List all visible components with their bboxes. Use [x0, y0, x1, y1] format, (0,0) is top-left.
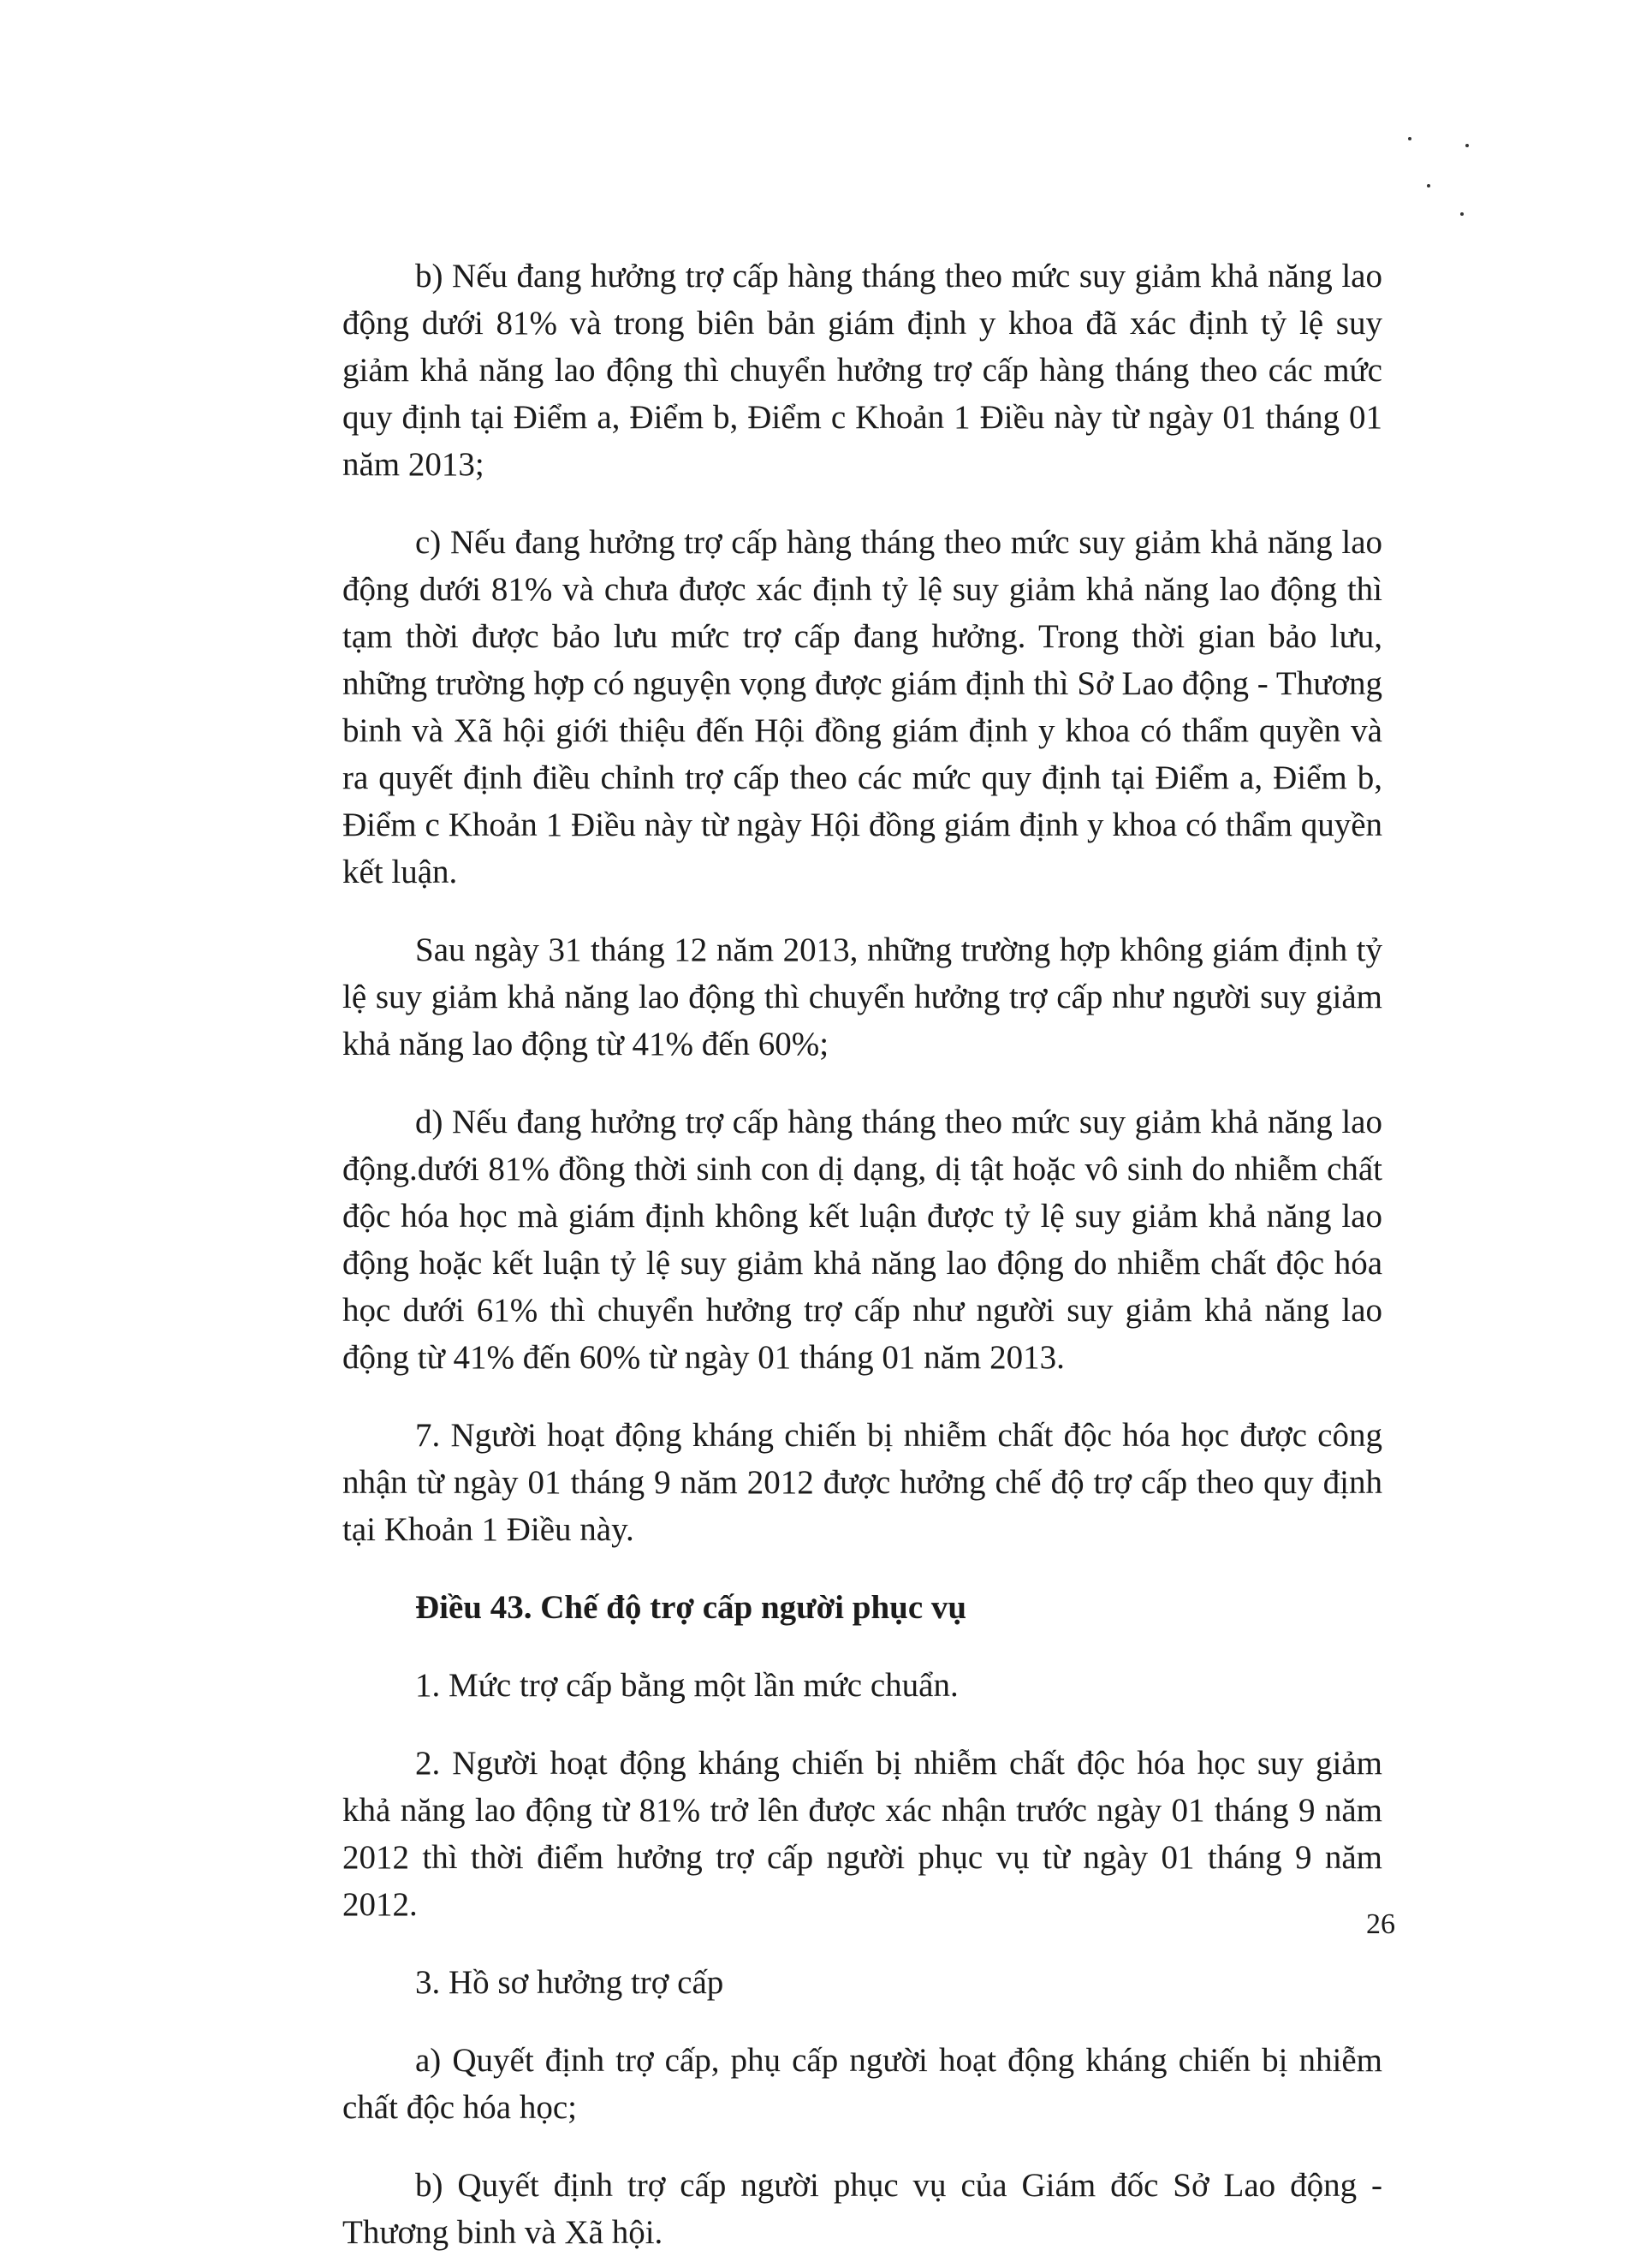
- paragraph-7: 7. Người hoạt động kháng chiến bị nhiễm chất độc hóa học được công nhận từ ngày 01 tháng 9 năm 2012 được hưởng chế độ trợ cấp theo quy định tại Khoản 1 Điều này.: [342, 1417, 1382, 1548]
- page-number: 26: [1366, 1908, 1395, 1940]
- paragraph-d: d) Nếu đang hưởng trợ cấp hàng tháng theo mức suy giảm khả năng lao động.dưới 81% đồng thời sinh con dị dạng, dị tật hoặc vô sinh do nhiễm chất độc hóa học mà giám định không kết luận được tỷ lệ suy giảm khả năng lao động hoặc kết luận tỷ lệ suy giảm khả năng lao động do nhiễm chất độc hóa học dưới 61% thì chuyển hưởng trợ cấp như người suy giảm khả năng lao động từ 41% đến 60% từ ngày 01 tháng 01 năm 2013.: [342, 1104, 1382, 1376]
- scan-speck: [1408, 137, 1411, 140]
- article-43-item-2: 2. Người hoạt động kháng chiến bị nhiễm chất độc hóa học suy giảm khả năng lao động từ 81% trở lên được xác nhận trước ngày 01 tháng 9 năm 2012 thì thời điểm hưởng trợ cấp người phục vụ từ ngày 01 tháng 9 năm 2012.: [342, 1745, 1382, 1923]
- article-43-item-3b: b) Quyết định trợ cấp người phục vụ của Giám đốc Sở Lao động - Thương binh và Xã hội.: [342, 2167, 1382, 2251]
- article-43-heading: Điều 43. Chế độ trợ cấp người phục vụ: [415, 1589, 967, 1626]
- scan-speck: [1465, 144, 1469, 147]
- paragraph-b: b) Nếu đang hưởng trợ cấp hàng tháng theo mức suy giảm khả năng lao động dưới 81% và trong biên bản giám định y khoa đã xác định tỷ lệ suy giảm khả năng lao động thì chuyển hưởng trợ cấp hàng tháng theo các mức quy định tại Điểm a, Điểm b, Điểm c Khoản 1 Điều này từ ngày 01 tháng 01 năm 2013;: [342, 258, 1382, 483]
- scan-speck: [1427, 184, 1430, 188]
- paragraph-after-2013: Sau ngày 31 tháng 12 năm 2013, những trường hợp không giám định tỷ lệ suy giảm khả năng lao động thì chuyển hưởng trợ cấp như người suy giảm khả năng lao động từ 41% đến 60%;: [342, 932, 1382, 1063]
- scan-speck: [1460, 212, 1464, 216]
- article-43-item-3a: a) Quyết định trợ cấp, phụ cấp người hoạt động kháng chiến bị nhiễm chất độc hóa học;: [342, 2042, 1382, 2126]
- page-body: [342, 253, 1382, 2256]
- article-43-item-1: 1. Mức trợ cấp bằng một lần mức chuẩn.: [415, 1667, 959, 1704]
- article-43-item-3: 3. Hồ sơ hưởng trợ cấp: [415, 1964, 724, 2001]
- paragraph-c: c) Nếu đang hưởng trợ cấp hàng tháng theo mức suy giảm khả năng lao động dưới 81% và chưa được xác định tỷ lệ suy giảm khả năng lao động thì tạm thời được bảo lưu mức trợ cấp đang hưởng. Trong thời gian bảo lưu, những trường hợp có nguyện vọng được giám định thì Sở Lao động - Thương binh và Xã hội giới thiệu đến Hội đồng giám định y khoa có thẩm quyền và ra quyết định điều chỉnh trợ cấp theo các mức quy định tại Điểm a, Điểm b, Điểm c Khoản 1 Điều này từ ngày Hội đồng giám định y khoa có thẩm quyền kết luận.: [342, 524, 1382, 890]
